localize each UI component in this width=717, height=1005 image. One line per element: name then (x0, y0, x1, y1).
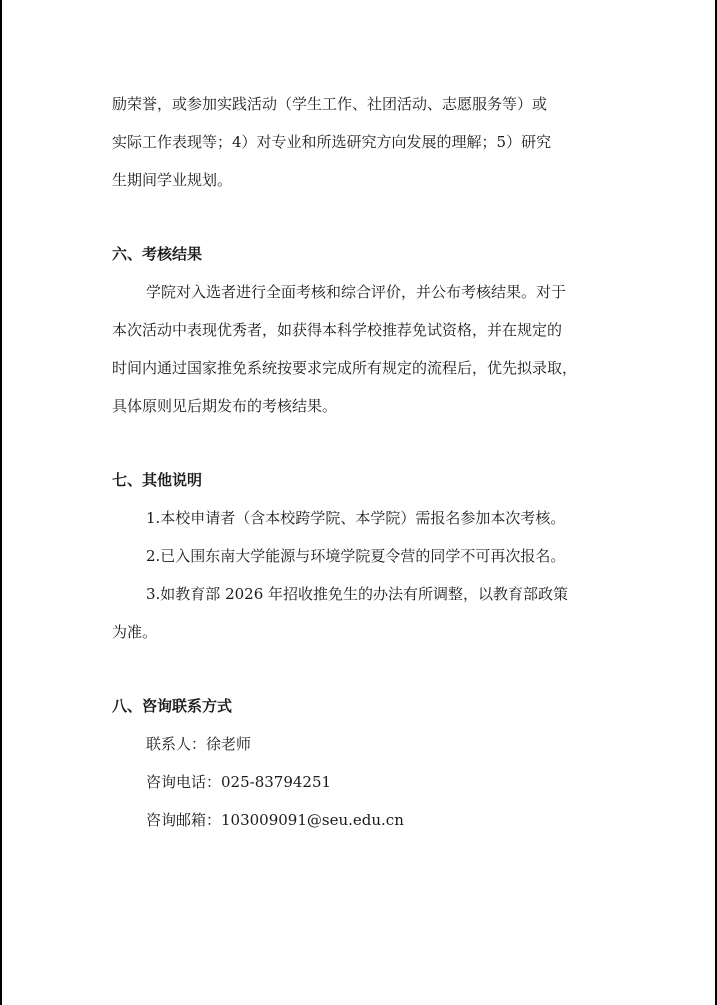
section-heading-6: 六、考核结果 (112, 245, 203, 263)
section-heading-8: 八、咨询联系方式 (112, 697, 233, 715)
list-item: 1.本校申请者（含本校跨学院、本学院）需报名参加本次考核。 (146, 509, 566, 527)
section-heading-7: 七、其他说明 (112, 471, 203, 489)
contact-email: 咨询邮箱：103009091@seu.edu.cn (146, 811, 404, 829)
text-line: 励荣誉，或参加实践活动（学生工作、社团活动、志愿服务等）或 (112, 95, 548, 113)
contact-person: 联系人：徐老师 (146, 735, 252, 753)
page-left-border (0, 0, 2, 1005)
text-line: 具体原则见后期发布的考核结果。 (112, 397, 338, 415)
text-line: 学院对入选者进行全面考核和综合评价，并公布考核结果。对于 (146, 283, 567, 301)
paragraph-gap (112, 430, 622, 466)
text-line: 生期间学业规划。 (112, 171, 233, 189)
list-item: 2.已入围东南大学能源与环境学院夏令营的同学不可再次报名。 (146, 547, 566, 565)
text-line: 时间内通过国家推免系统按要求完成所有规定的流程后，优先拟录取， (112, 359, 578, 377)
paragraph-gap (112, 204, 622, 240)
list-item: 为准。 (112, 623, 158, 641)
contact-phone: 咨询电话：025-83794251 (146, 773, 332, 791)
text-line: 实际工作表现等；4）对专业和所选研究方向发展的理解；5）研究 (112, 133, 552, 151)
list-item: 3.如教育部 2026 年招收推免生的办法有所调整，以教育部政策 (146, 585, 569, 603)
paragraph-gap (112, 656, 622, 692)
text-line: 本次活动中表现优秀者，如获得本科学校推荐免试资格，并在规定的 (112, 321, 563, 339)
document-page (112, 90, 622, 844)
